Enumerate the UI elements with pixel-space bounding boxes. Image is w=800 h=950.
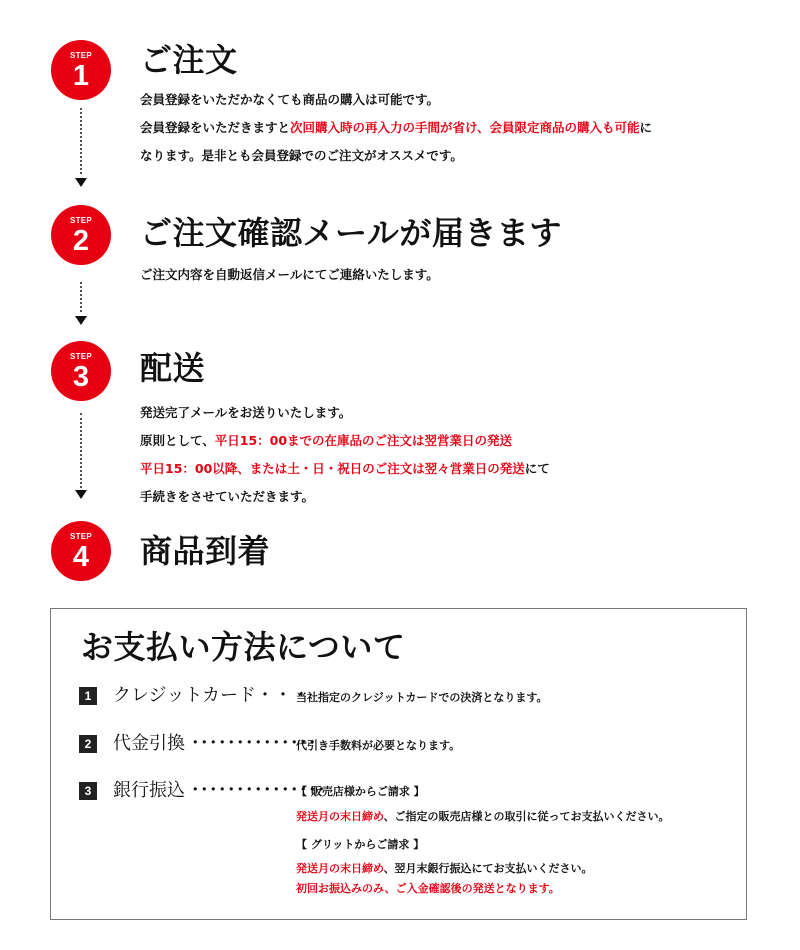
payment-methods-box [50,608,747,920]
description-line [140,399,550,427]
step-3-title: 配送 [140,349,206,387]
step-number: 4 [72,541,90,573]
step-4-title: 商品到着 [140,532,271,570]
highlight-text: 発送月の末日締め [296,862,384,875]
text-segment: 手続きをさせていただきます。 [140,489,315,504]
method-1-number: 1 [79,687,97,705]
step-2-description [140,261,439,289]
method-2-description: 代引き手数料が必要となります。 [296,739,461,752]
method-1-description: 当社指定のクレジットカードでの決済となります。 [296,691,548,704]
description-line [140,86,652,114]
step-1-description [140,86,652,170]
highlight-text: 平日15：00以降、または土・日・祝日のご注文は翌々営業日の発送 [140,461,525,476]
method-3-label: 銀行振込 ･･･････････････ [113,780,326,801]
step-connector [80,413,82,488]
down-arrow-icon [75,490,87,499]
step-2-badge [51,205,111,265]
highlight-text: 次回購入時の再入力の手間が省け、会員限定商品の購入も可能 [290,120,640,135]
step-2-title: ご注文確認メールが届きます [140,214,562,252]
text-segment: に [639,120,653,135]
text-segment: 原則として、 [140,433,215,448]
description-line [140,142,652,170]
step-number: 3 [72,361,90,393]
method-2-label: 代金引換 ･･････････････ [113,733,317,754]
highlight-text: 初回お振込みのみ、ご入金確認後の発送となります。 [296,882,560,895]
step-connector [80,108,82,174]
text-segment: 、翌月末銀行振込にてお支払いください。 [383,862,593,875]
method-3-description: 【 販売店様からご請求 】 [296,785,425,798]
text-segment: 発送完了メールをお送りいたします。 [140,405,352,420]
step-label: STEP [69,532,93,541]
bank-detail-line [296,836,424,852]
method-1-label: クレジットカード・・・ [113,685,311,706]
down-arrow-icon [75,316,87,325]
payment-heading: お支払い方法について [81,628,406,666]
description-line [140,261,439,289]
bank-detail-line [296,860,593,876]
step-4-badge [51,521,111,581]
text-segment: 、ご指定の販売店様との取引に従ってお支払いください。 [383,810,670,823]
text-segment: 会員登録をいただかなくても商品の購入は可能です。 [140,92,440,107]
highlight-text: 平日15：00までの在庫品のご注文は翌営業日の発送 [214,433,513,448]
method-3-number: 3 [79,782,97,800]
text-segment: なります。是非とも会員登録でのご注文がオススメです。 [140,148,463,163]
description-line [140,427,550,455]
step-label: STEP [69,216,93,225]
step-number: 2 [72,225,90,257]
step-3-description [140,399,550,511]
bank-detail-line [296,808,670,824]
description-line [140,483,550,511]
text-segment: にて [524,461,550,476]
highlight-text: 発送月の末日締め [296,810,384,823]
text-segment: 【 グリットからご請求 】 [296,838,425,851]
step-1-title: ご注文 [140,41,238,79]
step-3-badge [51,341,111,401]
text-segment: ご注文内容を自動返信メールにてご連絡いたします。 [140,267,439,282]
down-arrow-icon [75,178,87,187]
step-label: STEP [69,352,93,361]
text-segment: 会員登録をいただきますと [140,120,291,135]
description-line [140,114,652,142]
step-connector [80,282,82,312]
description-line [140,455,550,483]
step-number: 1 [72,60,90,92]
method-2-number: 2 [79,735,97,753]
step-1-badge [51,40,111,100]
step-label: STEP [69,51,93,60]
bank-detail-line [296,880,560,896]
